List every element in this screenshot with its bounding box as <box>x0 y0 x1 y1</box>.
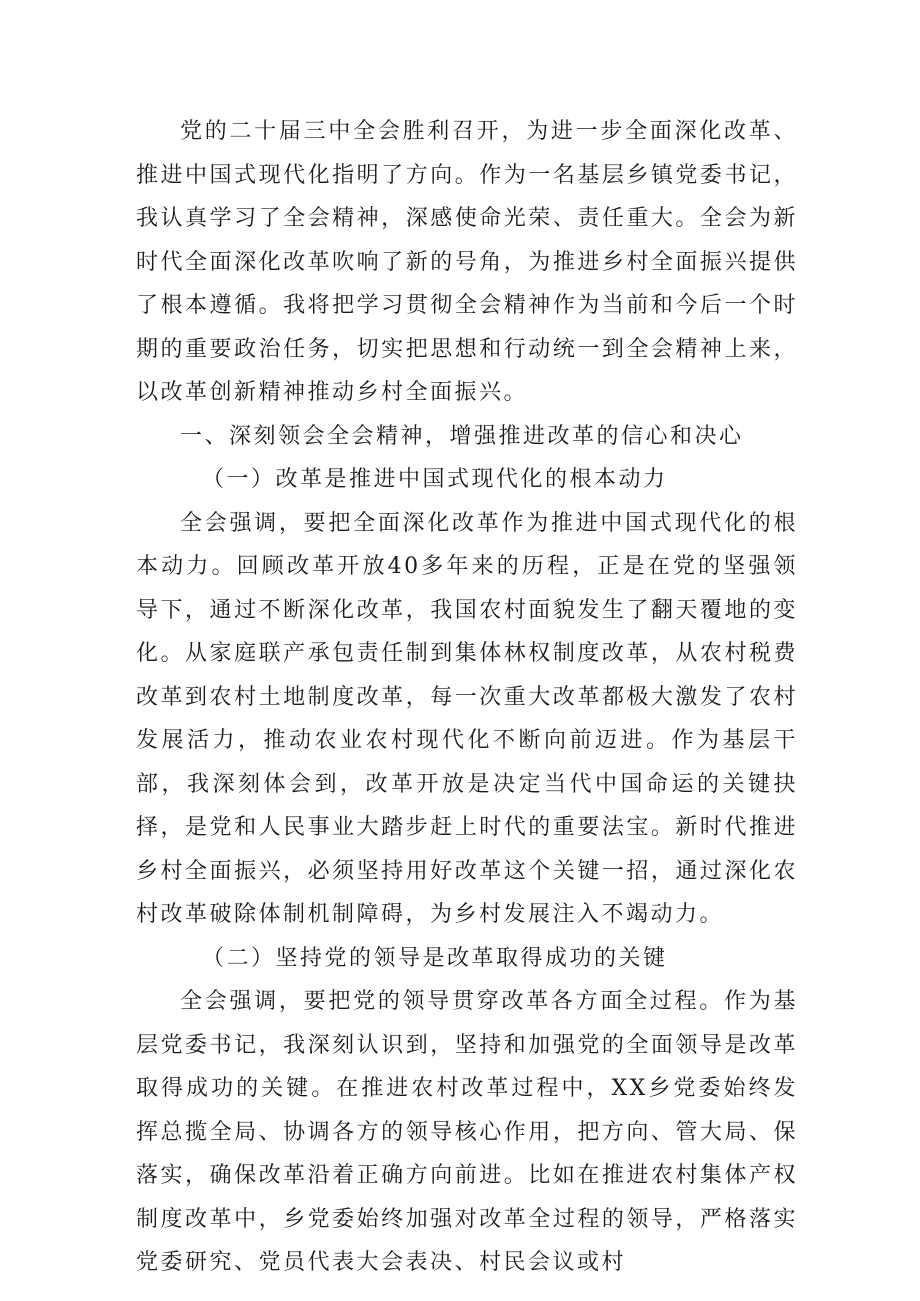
document-body <box>136 110 798 1285</box>
subsection-heading-2: （二）坚持党的领导是改革取得成功的关键 <box>202 945 668 971</box>
intro-paragraph: 党的二十届三中全会胜利召开，为进一步全面深化改革、推进中国式现代化指明了方向。作为一名基层乡镇党委书记，我认真学习了全会精神，深感使命光荣、责任重大。全会为新时代全面深化改革吹响了新的号角，为推进乡村全面振兴提供了根本遵循。我将把学习贯彻全会精神作为当前和今后一个时期的重要政治任务，切实把思想和行动统一到全会精神上来，以改革创新精神推动乡村全面振兴。 <box>136 119 798 405</box>
body-paragraph-1: 全会强调，要把全面深化改革作为推进中国式现代化的根本动力。回顾改革开放40多年来的历程，正是在党的坚强领导下，通过不断深化改革，我国农村面貌发生了翻天覆地的变化。从家庭联产承包责任制到集体林权制度改革，从农村税费改革到农村土地制度改革，每一次重大改革都极大激发了农村发展活力，推动农业农村现代化不断向前迈进。作为基层干部，我深刻体会到，改革开放是决定当代中国命运的关键抉择，是党和人民事业大踏步赶上时代的重要法宝。新时代推进乡村全面振兴，必须坚持用好改革这个关键一招，通过深化农村改革破除体制机制障碍，为乡村发展注入不竭动力。 <box>136 510 798 927</box>
subsection-heading-1: （一）改革是推进中国式现代化的根本动力 <box>202 467 668 492</box>
section-heading-1: 一、深刻领会全会精神，增强推进改革的信心和决心 <box>180 423 744 449</box>
body-paragraph-2: 全会强调，要把党的领导贯穿改革各方面全过程。作为基层党委书记，我深刻认识到，坚持和加强党的全面领导是改革取得成功的关键。在推进农村改革过程中，XX乡党委始终发挥总揽全局、协调各方的领导核心作用，把方向、管大局、保落实，确保改革沿着正确方向前进。比如在推进农村集体产权制度改革中，乡党委始终加强对改革全过程的领导，严格落实党委研究、党员代表大会表决、村民会议或村 <box>136 989 798 1275</box>
